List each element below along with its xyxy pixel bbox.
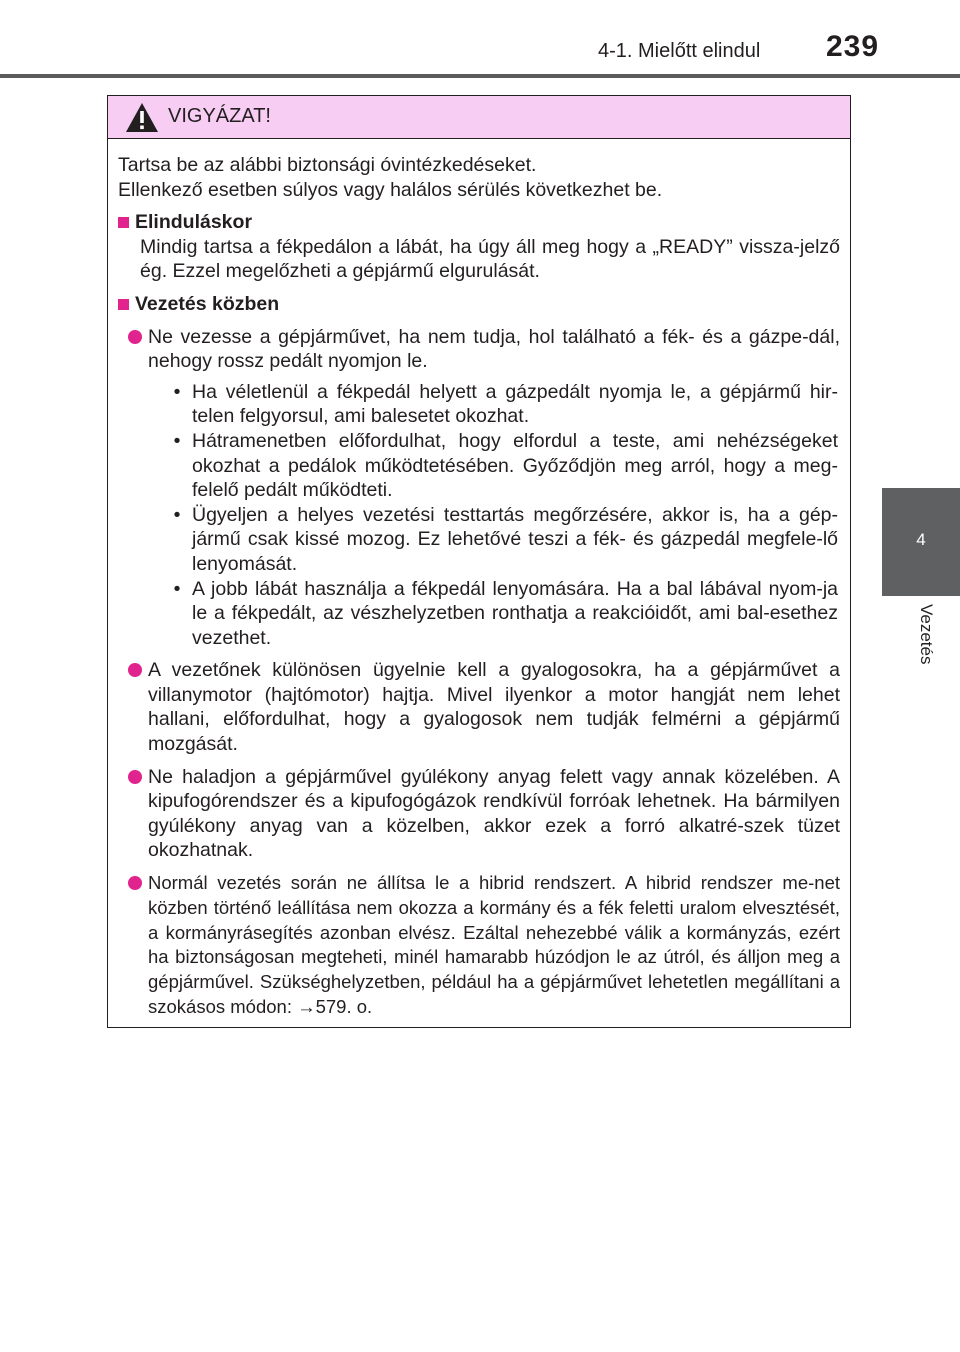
sub-item-text: A jobb lábát használja a fékpedál lenyomására. Ha a bal lábával nyom-ja le a fékpedált, az vészhelyzetben ronthatja a reakcióidőt, ami bal-esethez vezethet. <box>192 577 838 649</box>
header-rule <box>0 74 960 78</box>
intro-line: Tartsa be az alábbi biztonsági óvintézkedéseket. <box>118 154 537 176</box>
intro-line: Ellenkező esetben súlyos vagy halálos sérülés következhet be. <box>118 178 663 201</box>
page-number: 239 <box>826 30 880 63</box>
chapter-tab-number: 4 <box>916 530 926 549</box>
section-starting <box>118 210 840 284</box>
round-bullet-icon <box>128 663 142 677</box>
bullet-text: Ne vezesse a gépjárművet, ha nem tudja, hol található a fék- és a gázpe-dál, nehogy rossz pedált nyomjon le. <box>148 325 840 373</box>
bullet-item <box>118 658 840 756</box>
chapter-side-label-text: Vezetés <box>917 604 936 665</box>
warning-title: VIGYÁZAT! <box>168 105 271 127</box>
sub-list <box>148 380 840 651</box>
round-bullet-icon <box>128 330 142 344</box>
chapter-tab[interactable] <box>882 488 960 596</box>
sub-item <box>148 503 840 577</box>
warning-content <box>108 139 850 1020</box>
bullet-item <box>118 871 840 1020</box>
sub-item-text: Hátramenetben előfordulhat, hogy elfordul a teste, ami nehézségeket okozhat a pedálok működtetésében. Győződjön meg arról, hogy a meg-felelő pedált működteti. <box>192 429 838 502</box>
sub-bullet-mark: • <box>173 503 181 526</box>
sub-item <box>148 429 840 503</box>
bullet-text: A vezetőnek különösen ügyelnie kell a gyalogosokra, ha a gépjárművet a villanymotor (hajtómotor) hajtja. Mivel ilyenkor a motor hangját nem lehet hallani, előfordulhat, hogy a gyalogosok nem tudják felmérni a gépjármű mozgását. <box>148 659 840 756</box>
sub-item <box>148 380 840 429</box>
chapter-side-label <box>896 604 936 724</box>
sub-item-text: Ügyeljen a helyes vezetési testtartás megőrzésére, akkor is, ha a gép-jármű csak kissé mozog. Ez lehetővé teszi a fék- és gázpedál megfele-lő lenyomását. <box>192 503 838 575</box>
square-bullet-icon <box>118 299 129 310</box>
round-bullet-icon <box>128 876 142 890</box>
sub-bullet-mark: • <box>173 577 181 600</box>
sub-item-text: Ha véletlenül a fékpedál helyett a gázpedált nyomja le, a gépjármű hir-telen felgyorsul, ami balesetet okozhat. <box>192 380 838 428</box>
warning-box <box>107 95 851 1028</box>
bullet-text: Ne haladjon a gépjárművel gyúlékony anyag felett vagy annak közelében. A kipufogórendszer és a kipufogógázok rendkívül forróak lehetnek. Ha bármilyen gyúlékony anyag van a közelben, akkor ezek a forró alkatré-szek tüzet okozhatnak. <box>148 765 840 862</box>
warning-triangle-icon <box>125 102 159 133</box>
sub-bullet-mark: • <box>173 380 181 403</box>
round-bullet-icon <box>128 770 142 784</box>
bullet-item <box>118 325 840 651</box>
section-while-driving <box>118 292 840 1020</box>
section-heading <box>118 292 840 317</box>
section-heading-text: Elinduláskor <box>135 211 253 234</box>
section-heading <box>118 210 840 235</box>
warning-intro <box>118 153 840 202</box>
warning-header <box>108 96 850 139</box>
square-bullet-icon <box>118 217 129 228</box>
sub-item <box>148 577 840 651</box>
section-body: Mindig tartsa a fékpedálon a lábát, ha úgy áll meg hogy a „READY” vissza-jelző ég. Ezzel megelőzheti a gépjármű elgurulását. <box>140 235 840 283</box>
bullet-text: Normál vezetés során ne állítsa le a hibrid rendszert. A hibrid rendszer me-net közben történő leállítása nem okozza a kormány és a fék feletti uralom elvesztését, a kormányrásegítés azonban elvész. Ezáltal nehezebbé válik a kormányzás, ezért ha biztonságosan megteheti, minél hamarabb húzódjon le az útról, és álljon meg a gépjárművel. Szükséghelyzetben, például ha a gépjárművet lehetetlen megállítani a szokásos módon: →579. o. <box>148 872 840 1018</box>
sub-bullet-mark: • <box>173 429 181 452</box>
bullet-item <box>118 765 840 863</box>
section-heading-text: Vezetés közben <box>135 292 280 315</box>
chapter-title: 4-1. Mielőtt elindul <box>598 40 761 62</box>
